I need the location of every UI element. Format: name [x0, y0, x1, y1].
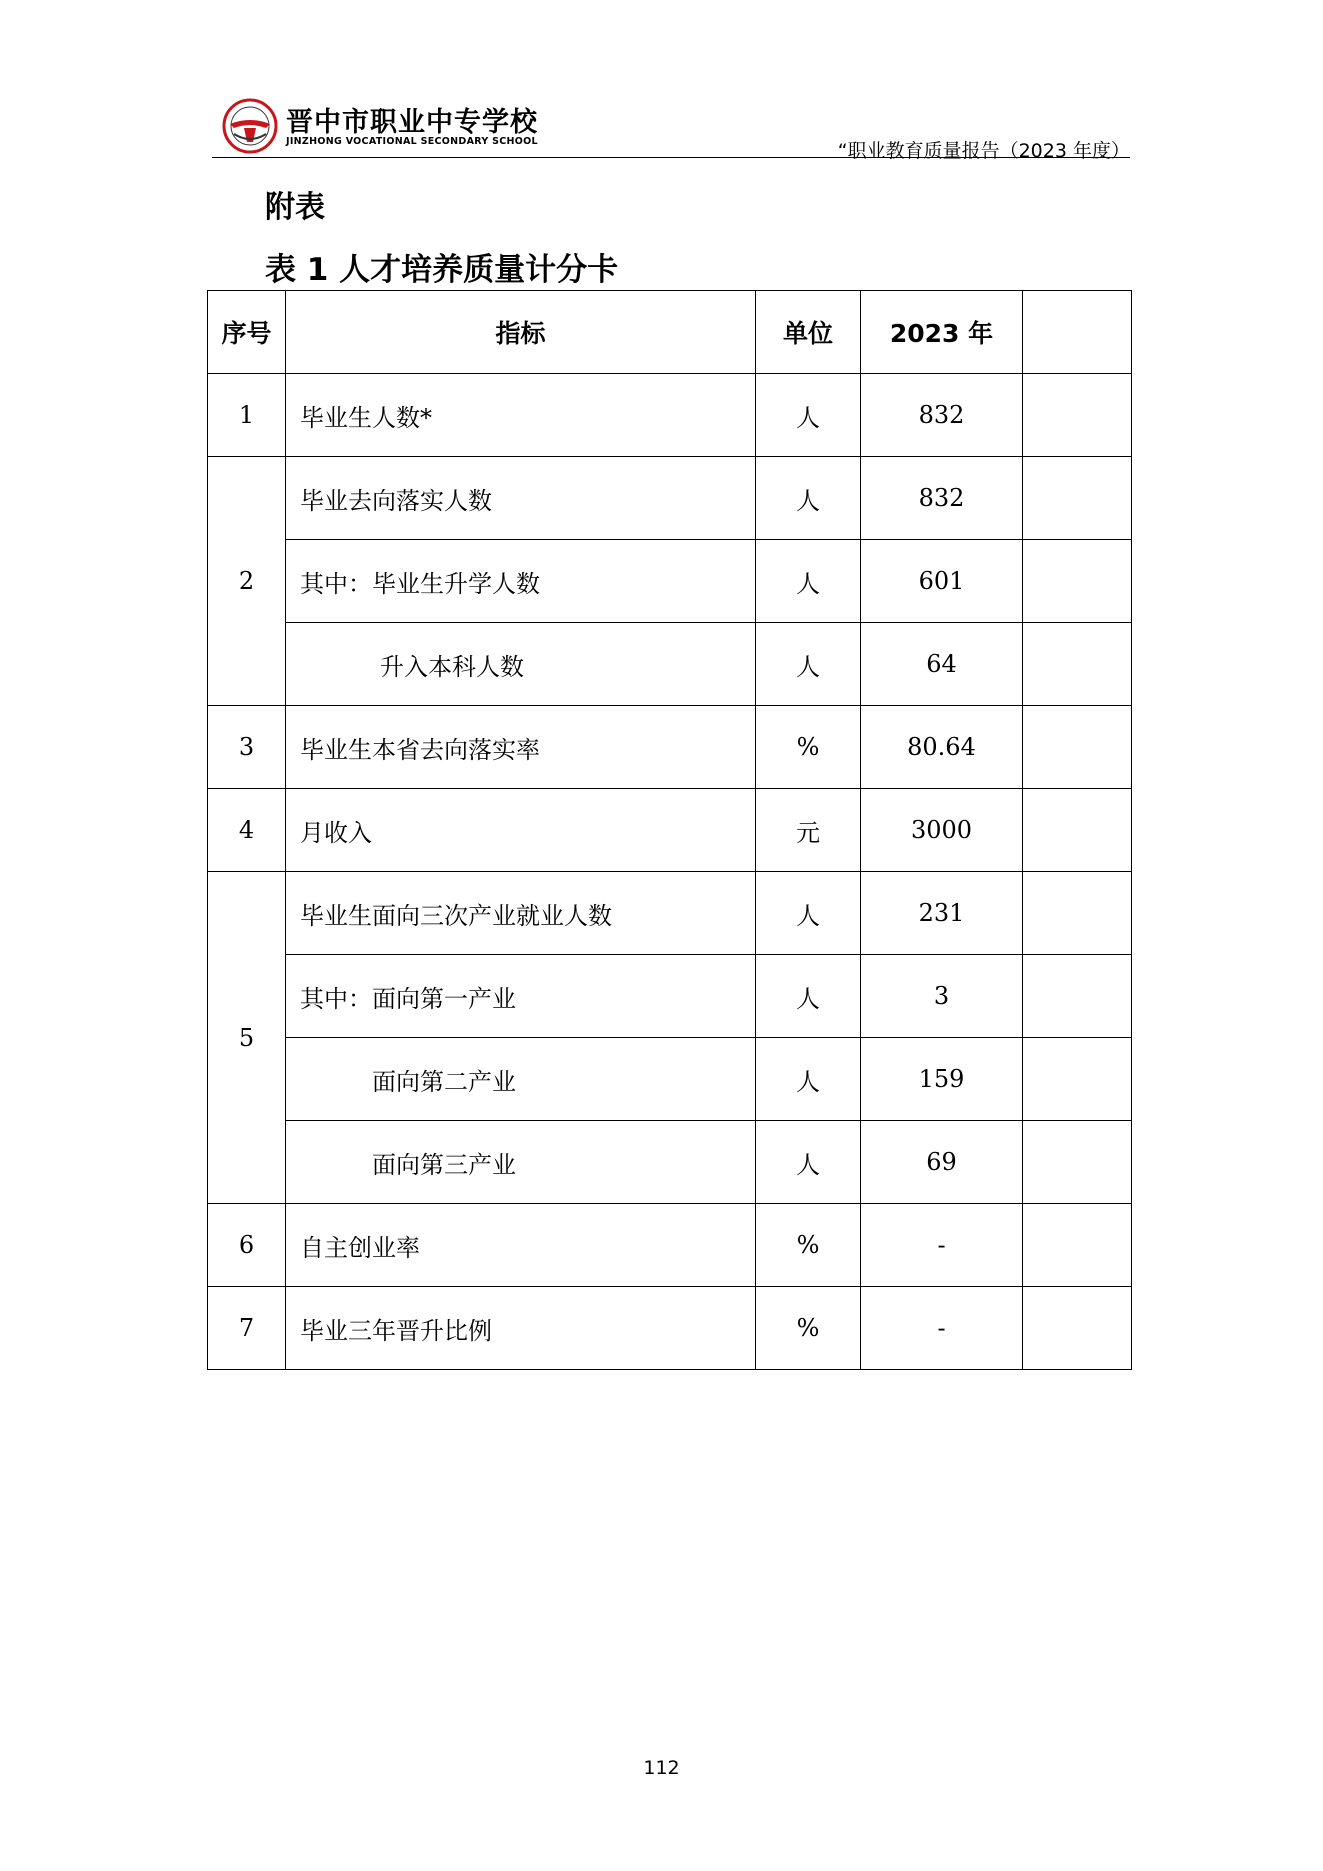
indicator-cell: 升入本科人数 [286, 623, 756, 706]
unit-cell: 人 [756, 955, 861, 1038]
blank-cell [1023, 374, 1132, 457]
school-name-en: JINZHONG VOCATIONAL SECONDARY SCHOOL [286, 136, 538, 147]
column-header-indicator: 指标 [286, 291, 756, 374]
table-title: 表 1 人才培养质量计分卡 [265, 252, 619, 288]
table-header-row [208, 291, 1132, 374]
blank-cell [1023, 706, 1132, 789]
table-row [208, 1038, 1132, 1121]
value-cell: 231 [861, 872, 1023, 955]
page-number: 112 [643, 1757, 680, 1779]
unit-cell: 人 [756, 540, 861, 623]
value-cell: 3000 [861, 789, 1023, 872]
unit-cell: % [756, 706, 861, 789]
value-cell: 64 [861, 623, 1023, 706]
row-number: 6 [208, 1204, 286, 1287]
blank-cell [1023, 1121, 1132, 1204]
row-number: 3 [208, 706, 286, 789]
unit-cell: 人 [756, 457, 861, 540]
blank-cell [1023, 1038, 1132, 1121]
report-title: “职业教育质量报告（2023 年度） [837, 140, 1130, 162]
blank-cell [1023, 872, 1132, 955]
value-cell: 159 [861, 1038, 1023, 1121]
header-divider [212, 157, 1130, 158]
table-row [208, 955, 1132, 1038]
page-header [210, 96, 1130, 162]
blank-cell [1023, 457, 1132, 540]
blank-cell [1023, 1204, 1132, 1287]
indicator-cell: 其中：面向第一产业 [286, 955, 756, 1038]
table-row [208, 623, 1132, 706]
value-cell: 69 [861, 1121, 1023, 1204]
unit-cell: % [756, 1204, 861, 1287]
blank-cell [1023, 789, 1132, 872]
table-row [208, 789, 1132, 872]
blank-cell [1023, 1287, 1132, 1370]
indicator-cell: 月收入 [286, 789, 756, 872]
table-row [208, 374, 1132, 457]
unit-cell: 人 [756, 374, 861, 457]
unit-cell: 人 [756, 872, 861, 955]
value-cell: 832 [861, 457, 1023, 540]
column-header-unit: 单位 [756, 291, 861, 374]
table-row [208, 540, 1132, 623]
blank-cell [1023, 623, 1132, 706]
value-cell: 832 [861, 374, 1023, 457]
value-cell: 3 [861, 955, 1023, 1038]
unit-cell: 人 [756, 1121, 861, 1204]
row-number: 7 [208, 1287, 286, 1370]
value-cell: - [861, 1287, 1023, 1370]
indicator-cell: 毕业去向落实人数 [286, 457, 756, 540]
indicator-cell: 毕业生本省去向落实率 [286, 706, 756, 789]
value-cell: 601 [861, 540, 1023, 623]
table-row [208, 1121, 1132, 1204]
table-row [208, 1204, 1132, 1287]
table-row [208, 1287, 1132, 1370]
table-row [208, 706, 1132, 789]
indicator-cell: 毕业生面向三次产业就业人数 [286, 872, 756, 955]
indicator-cell: 毕业三年晋升比例 [286, 1287, 756, 1370]
value-cell: - [861, 1204, 1023, 1287]
column-header-no: 序号 [208, 291, 286, 374]
table-row [208, 872, 1132, 955]
unit-cell: % [756, 1287, 861, 1370]
column-header-blank [1023, 291, 1132, 374]
unit-cell: 人 [756, 1038, 861, 1121]
row-number: 4 [208, 789, 286, 872]
row-number: 5 [208, 872, 286, 1204]
unit-cell: 元 [756, 789, 861, 872]
indicator-cell: 面向第二产业 [286, 1038, 756, 1121]
unit-cell: 人 [756, 623, 861, 706]
table-row [208, 457, 1132, 540]
indicator-cell: 面向第三产业 [286, 1121, 756, 1204]
section-title: 附表 [265, 190, 325, 225]
blank-cell [1023, 955, 1132, 1038]
blank-cell [1023, 540, 1132, 623]
value-cell: 80.64 [861, 706, 1023, 789]
row-number: 2 [208, 457, 286, 706]
school-name-cn: 晋中市职业中专学校 [286, 107, 538, 138]
indicator-cell: 自主创业率 [286, 1204, 756, 1287]
row-number: 1 [208, 374, 286, 457]
indicator-cell: 毕业生人数* [286, 374, 756, 457]
column-header-year: 2023 年 [861, 291, 1023, 374]
scorecard-table [207, 290, 1132, 1370]
school-emblem-icon [222, 98, 278, 154]
indicator-cell: 其中：毕业生升学人数 [286, 540, 756, 623]
